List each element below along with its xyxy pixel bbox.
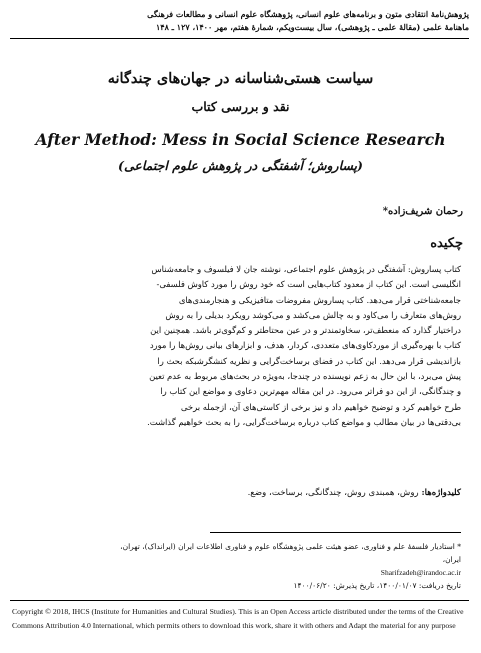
affiliation-line: ایران، [442, 555, 461, 564]
author-email[interactable]: Sharifzadeh@irandoc.ac.ir [380, 568, 461, 577]
abstract-line: و چندگانگی، از این دو فراتر می‌رود. در این مقاله مهم‌ترین دعاوی و مواضع این کتاب را [160, 386, 461, 397]
article-subtitle: نقد و بررسی کتاب [191, 99, 290, 114]
journal-issue: ماهنامهٔ علمی (مقالهٔ علمی ـ پژوهشی)، سال بیست‌ویکم، شمارهٔ هفتم، مهر ۱۴۰۰، ۱۲۷ ـ ۱۴۸ [155, 22, 469, 32]
footnote-affiliation [20, 540, 461, 592]
journal-name: پژوهش‌نامهٔ انتقادی متون و برنامه‌های علوم انسانی، پژوهشگاه علوم انسانی و مطالعات فرهنگی [147, 9, 469, 19]
article-title: سیاست هستی‌شناسانه در جهان‌های چندگانه [107, 70, 374, 87]
abstract-line: جامعه‌شناختی قرار می‌دهد. کتاب پساروش مفروضات متافیزیکی و هنجارمندی‌های [178, 294, 461, 305]
keywords-label: کلیدواژه‌ها: [421, 488, 461, 498]
copyright-rule [10, 600, 469, 601]
abstract-line: طرح خواهیم کرد و توضیح خواهیم داد و نیز برخی از کاستی‌های آن، ازجمله برخی [180, 401, 461, 412]
abstract-line: پیش می‌برد، با این حال به زعم نویسنده در چندجا، به‌ویژه در بحث‌های مربوط به عدم تعین [149, 371, 461, 382]
affiliation-line: * استادیار فلسفهٔ علم و فناوری، عضو هیئت علمی پژوهشگاه علوم و فناوری اطلاعات ایران (ایرانداک)، تهران، [120, 542, 461, 551]
abstract-line: کتاب با بهره‌گیری از موردکاوی‌های متعددی، کردار، هدف، و ابزارهای بیانی روش‌ها را مورد [149, 340, 461, 351]
header-rule [10, 38, 469, 39]
copyright-notice: Copyright © 2018, IHCS (Institute for Humanities and Cultural Studies). This is an Open Access article distributed under the terms of the Creative Commons Attribution 4.0 International, which permits others to download this work, share it with others and Adapt the material for any purpose [12, 607, 464, 630]
abstract-line: دراختیار گذارد که منعطف‌تر، سخاوتمندتر و در عین محتاطتر و کم‌گوی‌تر باشد. همچنین این [150, 325, 461, 336]
book-title-persian: (پساروش؛ آشفتگی در پژوهش علوم اجتماعی) [118, 158, 363, 173]
received-accepted-dates: تاریخ دریافت: ۱۴۰۰/۰۱/۰۷، تاریخ پذیرش: ۱۴۰۰/۰۶/۲۰ [293, 581, 461, 590]
abstract-line: انگلیسی است. این کتاب از معدود کتاب‌هایی است که خود روش را مورد کاوش فلسفی- [156, 279, 461, 290]
abstract-line: کتاب پساروش: آشفتگی در پژوهش علوم اجتماعی، نوشته جان لا فیلسوف و جامعه‌شناس [151, 264, 461, 274]
footnote-rule [210, 532, 461, 533]
journal-header [10, 8, 469, 34]
abstract-body [20, 262, 461, 430]
abstract-line: بی‌دقتی‌ها در بیان مطالب و مواضع کتاب درباره برساخت‌گرایی، را به بحث خواهیم گذاشت. [147, 416, 461, 427]
abstract-line: بازاندیشی قرار می‌دهد. این کتاب در فضای برساخت‌گرایی و نظریه کنشگر‌شبکه بحث را [157, 355, 461, 366]
book-title-english: After Method: Mess in Social Science Research [35, 130, 446, 149]
keywords-list: روش، همبندی روش، چندگانگی، برساخت، وضع. [247, 488, 422, 498]
abstract-heading: چکیده [430, 236, 463, 251]
author-name: رحمان شریف‌زاده* [382, 206, 463, 217]
keywords [20, 488, 461, 498]
abstract-line: روش‌های متعارف را می‌کاود و به چالش می‌کشد و می‌کوشد رویکرد بدیلی را به روش [165, 309, 461, 320]
